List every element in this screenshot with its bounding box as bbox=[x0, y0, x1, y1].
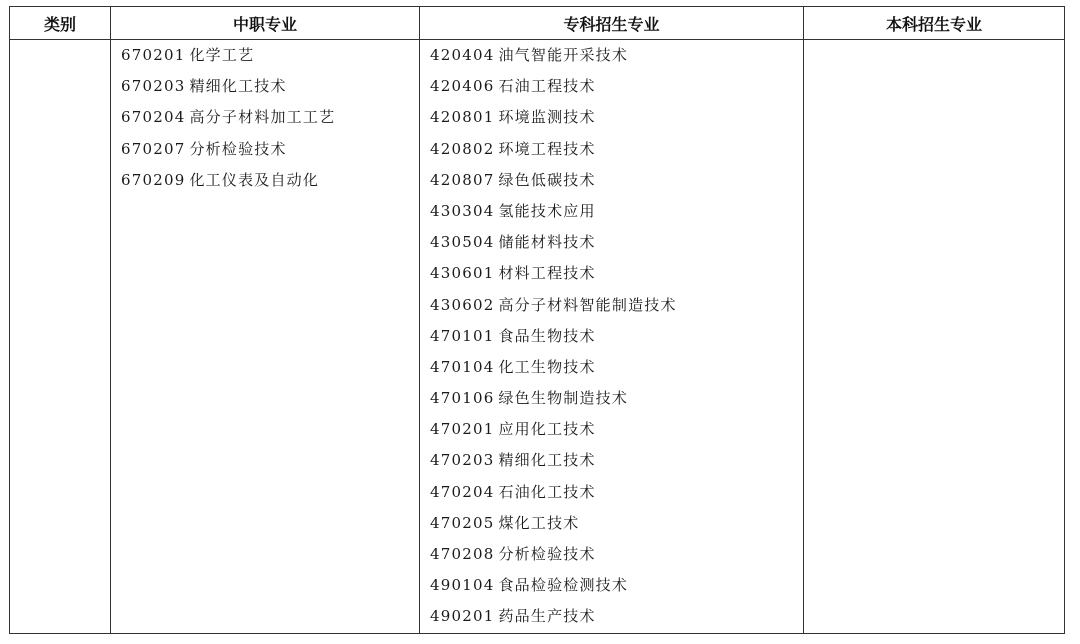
major-code: 470208 bbox=[430, 545, 495, 563]
major-code: 670203 bbox=[121, 77, 186, 96]
major-code: 430304 bbox=[430, 201, 495, 220]
major-code: 670204 bbox=[121, 108, 186, 127]
major-name: 精细化工技术 bbox=[498, 451, 596, 470]
major-name: 材料工程技术 bbox=[498, 264, 596, 283]
major-name: 煤化工技术 bbox=[498, 513, 580, 532]
major-name: 药品生产技术 bbox=[498, 607, 596, 626]
major-name: 高分子材料智能制造技术 bbox=[498, 295, 677, 314]
major-code: 420802 bbox=[430, 139, 495, 158]
list-item bbox=[121, 40, 419, 71]
major-name: 环境监测技术 bbox=[498, 108, 596, 127]
list-item bbox=[430, 539, 803, 570]
category-header: 类别 bbox=[10, 7, 111, 40]
list-item bbox=[430, 227, 803, 258]
table-row bbox=[10, 40, 1065, 634]
list-item bbox=[430, 290, 803, 321]
major-code: 490104 bbox=[430, 576, 495, 595]
major-name: 食品检验检测技术 bbox=[498, 576, 629, 595]
major-name: 化学工艺 bbox=[189, 46, 255, 64]
major-code: 430504 bbox=[430, 233, 495, 252]
major-code: 670207 bbox=[121, 139, 186, 158]
major-name: 分析检验技术 bbox=[189, 139, 287, 158]
list-item bbox=[430, 258, 803, 289]
list-item bbox=[430, 321, 803, 352]
major-code: 420404 bbox=[430, 46, 495, 64]
benke-cell bbox=[804, 40, 1065, 634]
category-cell bbox=[10, 40, 111, 634]
list-item bbox=[121, 71, 419, 102]
list-item bbox=[430, 445, 803, 476]
list-item bbox=[430, 102, 803, 133]
zhongzhi-cell bbox=[111, 40, 420, 634]
major-code: 470205 bbox=[430, 513, 495, 532]
major-code: 470203 bbox=[430, 451, 495, 470]
list-item bbox=[430, 601, 803, 632]
major-code: 430602 bbox=[430, 295, 495, 314]
zhuanke-major-list bbox=[420, 40, 803, 633]
major-name: 应用化工技术 bbox=[498, 420, 596, 439]
zhuanke-header: 专科招生专业 bbox=[420, 7, 804, 40]
list-item bbox=[121, 102, 419, 133]
list-item bbox=[430, 134, 803, 165]
major-name: 化工仪表及自动化 bbox=[189, 170, 320, 189]
major-name: 化工生物技术 bbox=[498, 357, 596, 376]
benke-header: 本科招生专业 bbox=[804, 7, 1065, 40]
list-item bbox=[430, 383, 803, 414]
list-item bbox=[430, 414, 803, 445]
major-code: 420801 bbox=[430, 108, 495, 127]
list-item bbox=[121, 165, 419, 196]
major-name: 储能材料技术 bbox=[498, 233, 596, 252]
zhongzhi-major-list bbox=[111, 40, 419, 196]
list-item bbox=[430, 71, 803, 102]
zhuanke-cell bbox=[420, 40, 804, 634]
list-item bbox=[121, 134, 419, 165]
list-item bbox=[430, 40, 803, 71]
major-code: 430601 bbox=[430, 264, 495, 283]
major-name: 绿色生物制造技术 bbox=[498, 389, 629, 408]
major-name: 分析检验技术 bbox=[498, 545, 596, 563]
list-item bbox=[430, 477, 803, 508]
major-code: 470104 bbox=[430, 357, 495, 376]
major-code: 670209 bbox=[121, 170, 186, 189]
major-name: 精细化工技术 bbox=[189, 77, 287, 96]
major-code: 470204 bbox=[430, 482, 495, 501]
list-item bbox=[430, 570, 803, 601]
major-code: 420807 bbox=[430, 170, 495, 189]
header-row bbox=[10, 7, 1065, 40]
major-name: 石油化工技术 bbox=[498, 482, 596, 501]
major-code: 470106 bbox=[430, 389, 495, 408]
major-name: 氢能技术应用 bbox=[498, 201, 596, 220]
major-code: 470101 bbox=[430, 326, 495, 345]
major-name: 食品生物技术 bbox=[498, 326, 596, 345]
major-table bbox=[9, 6, 1065, 634]
list-item bbox=[430, 196, 803, 227]
list-item bbox=[430, 508, 803, 539]
major-name: 绿色低碳技术 bbox=[498, 170, 596, 189]
major-code: 490201 bbox=[430, 607, 495, 626]
major-name: 环境工程技术 bbox=[498, 139, 596, 158]
list-item bbox=[430, 165, 803, 196]
major-code: 470201 bbox=[430, 420, 495, 439]
major-name: 石油工程技术 bbox=[498, 77, 596, 96]
list-item bbox=[430, 352, 803, 383]
zhongzhi-header: 中职专业 bbox=[111, 7, 420, 40]
major-code: 420406 bbox=[430, 77, 495, 96]
major-name: 高分子材料加工工艺 bbox=[189, 108, 336, 127]
major-code: 670201 bbox=[121, 46, 186, 64]
major-name: 油气智能开采技术 bbox=[498, 46, 629, 64]
